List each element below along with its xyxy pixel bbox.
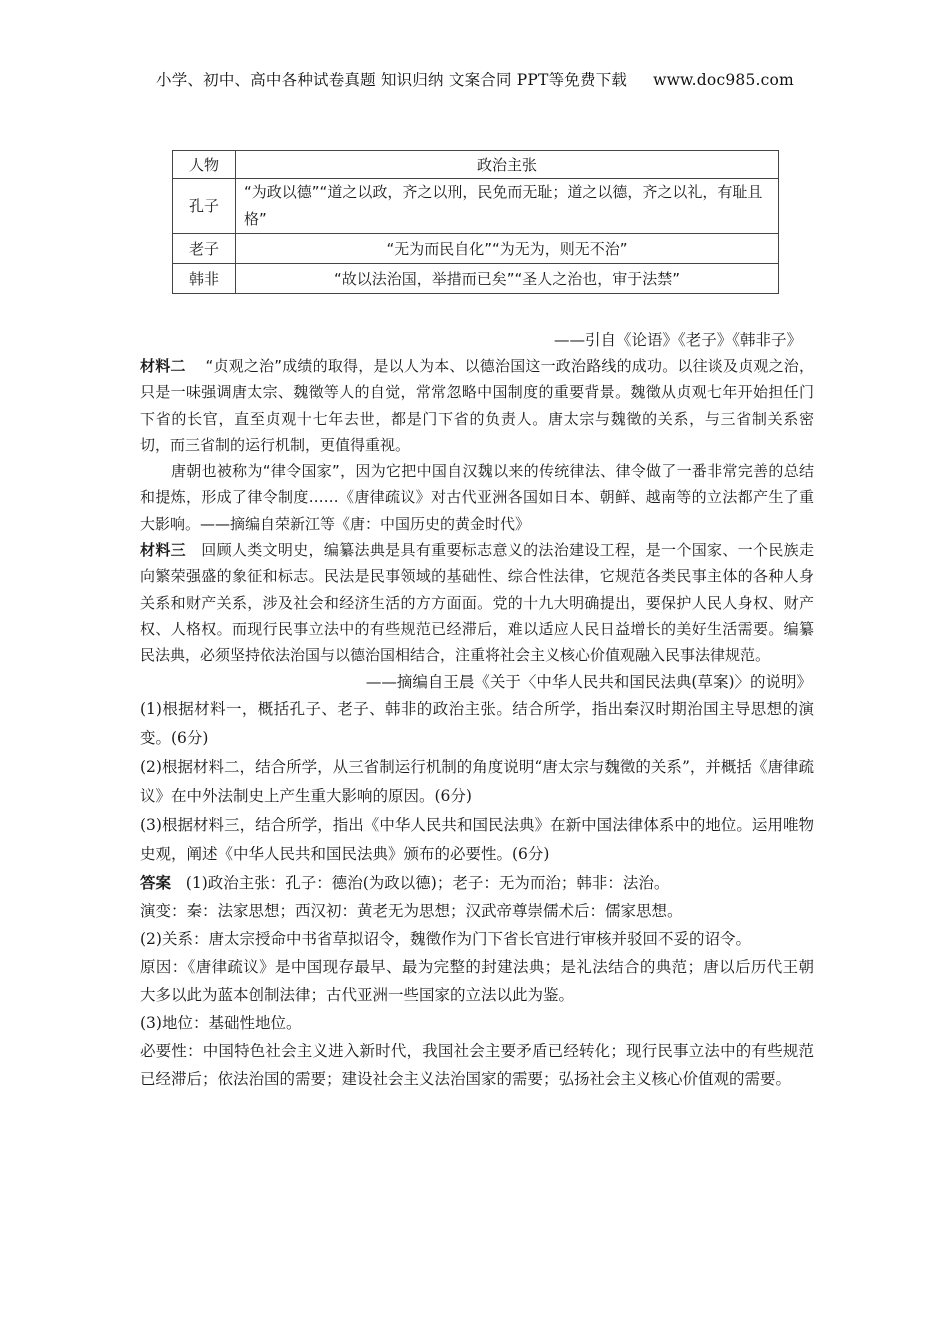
question-1: (1)根据材料一，概括孔子、老子、韩非的政治主张。结合所学，指出秦汉时期治国主导思想的演变。(6分): [140, 699, 814, 747]
col-person-header: 人物: [173, 151, 236, 179]
answer-line-6: 必要性：中国特色社会主义进入新时代，我国社会主要矛盾已经转化；现行民事立法中的有些规范已经滞后；依法治国的需要；建设社会主义法治国家的需要；弘扬社会主义核心价值观的需要。: [140, 1041, 814, 1088]
answer-text-1: (1)政治主张：孔子：德治(为政以德)；老子：无为而治；韩非：法治。: [185, 873, 670, 892]
material2-text1: “贞观之治”成绩的取得，是以人为本、以德治国这一政治路线的成功。以往谈及贞观之治，只是一味强调唐太宗、魏徵等人的自觉，常常忽略中国制度的重要背景。魏徵从贞观七年开始担任门下省的长官，直至贞观十七年去世，都是门下省的负责人。唐太宗与魏徵的关系，与三省制关系密切，而三省制的运行机制，更值得重视。: [140, 357, 814, 454]
table-row: [173, 179, 779, 234]
political-claims-table: [172, 150, 779, 294]
page-header: [0, 68, 950, 90]
answer-line-4: 原因：《唐律疏议》是中国现存最早、最为完整的封建法典；是礼法结合的典范；唐以后历代王朝大多以此为蓝本创制法律；古代亚洲一些国家的立法以此为鉴。: [140, 957, 814, 1004]
person-cell: 老子: [173, 234, 236, 264]
table-header-row: [173, 151, 779, 179]
table-row: [173, 264, 779, 294]
answer-line-2: 演变：秦：法家思想；西汉初：黄老无为思想；汉武帝尊崇儒术后：儒家思想。: [140, 901, 683, 920]
material3-text: 回顾人类文明史，编纂法典是具有重要标志意义的法治建设工程，是一个国家、一个民族走向繁荣强盛的象征和标志。民法是民事领域的基础性、综合性法律，它规范各类民事主体的各种人身关系和财产关系，涉及社会和经济生活的方方面面。党的十九大明确提出，要保护人民人身权、财产权、人格权。而现行民事立法中的有些规范已经滞后，难以适应人民日益增长的美好生活需要。编纂民法典，必须坚持依法治国与以德治国相结合，注重将社会主义核心价值观融入民事法律规范。: [140, 541, 814, 665]
col-claim-header: 政治主张: [236, 151, 779, 179]
table-row: [173, 234, 779, 264]
material3-label: 材料三: [140, 541, 186, 560]
answer-line-5: (3)地位：基础性地位。: [140, 1013, 302, 1032]
material2-paragraph2: 唐朝也被称为“律令国家”，因为它把中国自汉魏以来的传统律法、律令做了一番非常完善的总结和提炼，形成了律令制度……《唐律疏议》对古代亚洲各国如日本、朝鲜、越南等的立法都产生了重大影响。——摘编自荣新江等《唐：中国历史的黄金时代》: [140, 462, 814, 533]
material2-label: 材料二: [140, 357, 186, 375]
question-2: (2)根据材料二，结合所学，从三省制运行机制的角度说明“唐太宗与魏徵的关系”，并概括《唐律疏议》在中外法制史上产生重大影响的原因。(6分): [140, 757, 814, 805]
person-cell: 孔子: [173, 179, 236, 234]
main-content: [140, 353, 814, 1093]
question-3: (3)根据材料三，结合所学，指出《中华人民共和国民法典》在新中国法律体系中的地位。运用唯物史观，阐述《中华人民共和国民法典》颁布的必要性。(6分): [140, 815, 814, 863]
answer-line-1: [140, 869, 814, 897]
material1-source: ——引自《论语》《老子》《韩非子》: [553, 331, 802, 349]
header-text: 小学、初中、高中各种试卷真题 知识归纳 文案合同 PPT等免费下载: [156, 71, 628, 89]
claim-cell: “为政以德”“道之以政，齐之以刑，民免而无耻；道之以德，齐之以礼，有耻且格”: [236, 179, 779, 234]
person-cell: 韩非: [173, 264, 236, 294]
material2-paragraph1: [140, 353, 814, 458]
claim-cell: “无为而民自化”“为无为，则无不治”: [236, 234, 779, 264]
material3-paragraph: [140, 537, 814, 668]
header-url[interactable]: www.doc985.com: [653, 71, 794, 89]
claim-cell: “故以法治国，举措而已矣”“圣人之治也，审于法禁”: [236, 264, 779, 294]
answer-line-3: (2)关系：唐太宗授命中书省草拟诏令，魏徵作为门下省长官进行审核并驳回不妥的诏令。: [140, 929, 751, 948]
material3-source: ——摘编自王晨《关于〈中华人民共和国民法典(草案)〉的说明》: [365, 672, 812, 691]
answer-label: 答案: [140, 873, 172, 892]
